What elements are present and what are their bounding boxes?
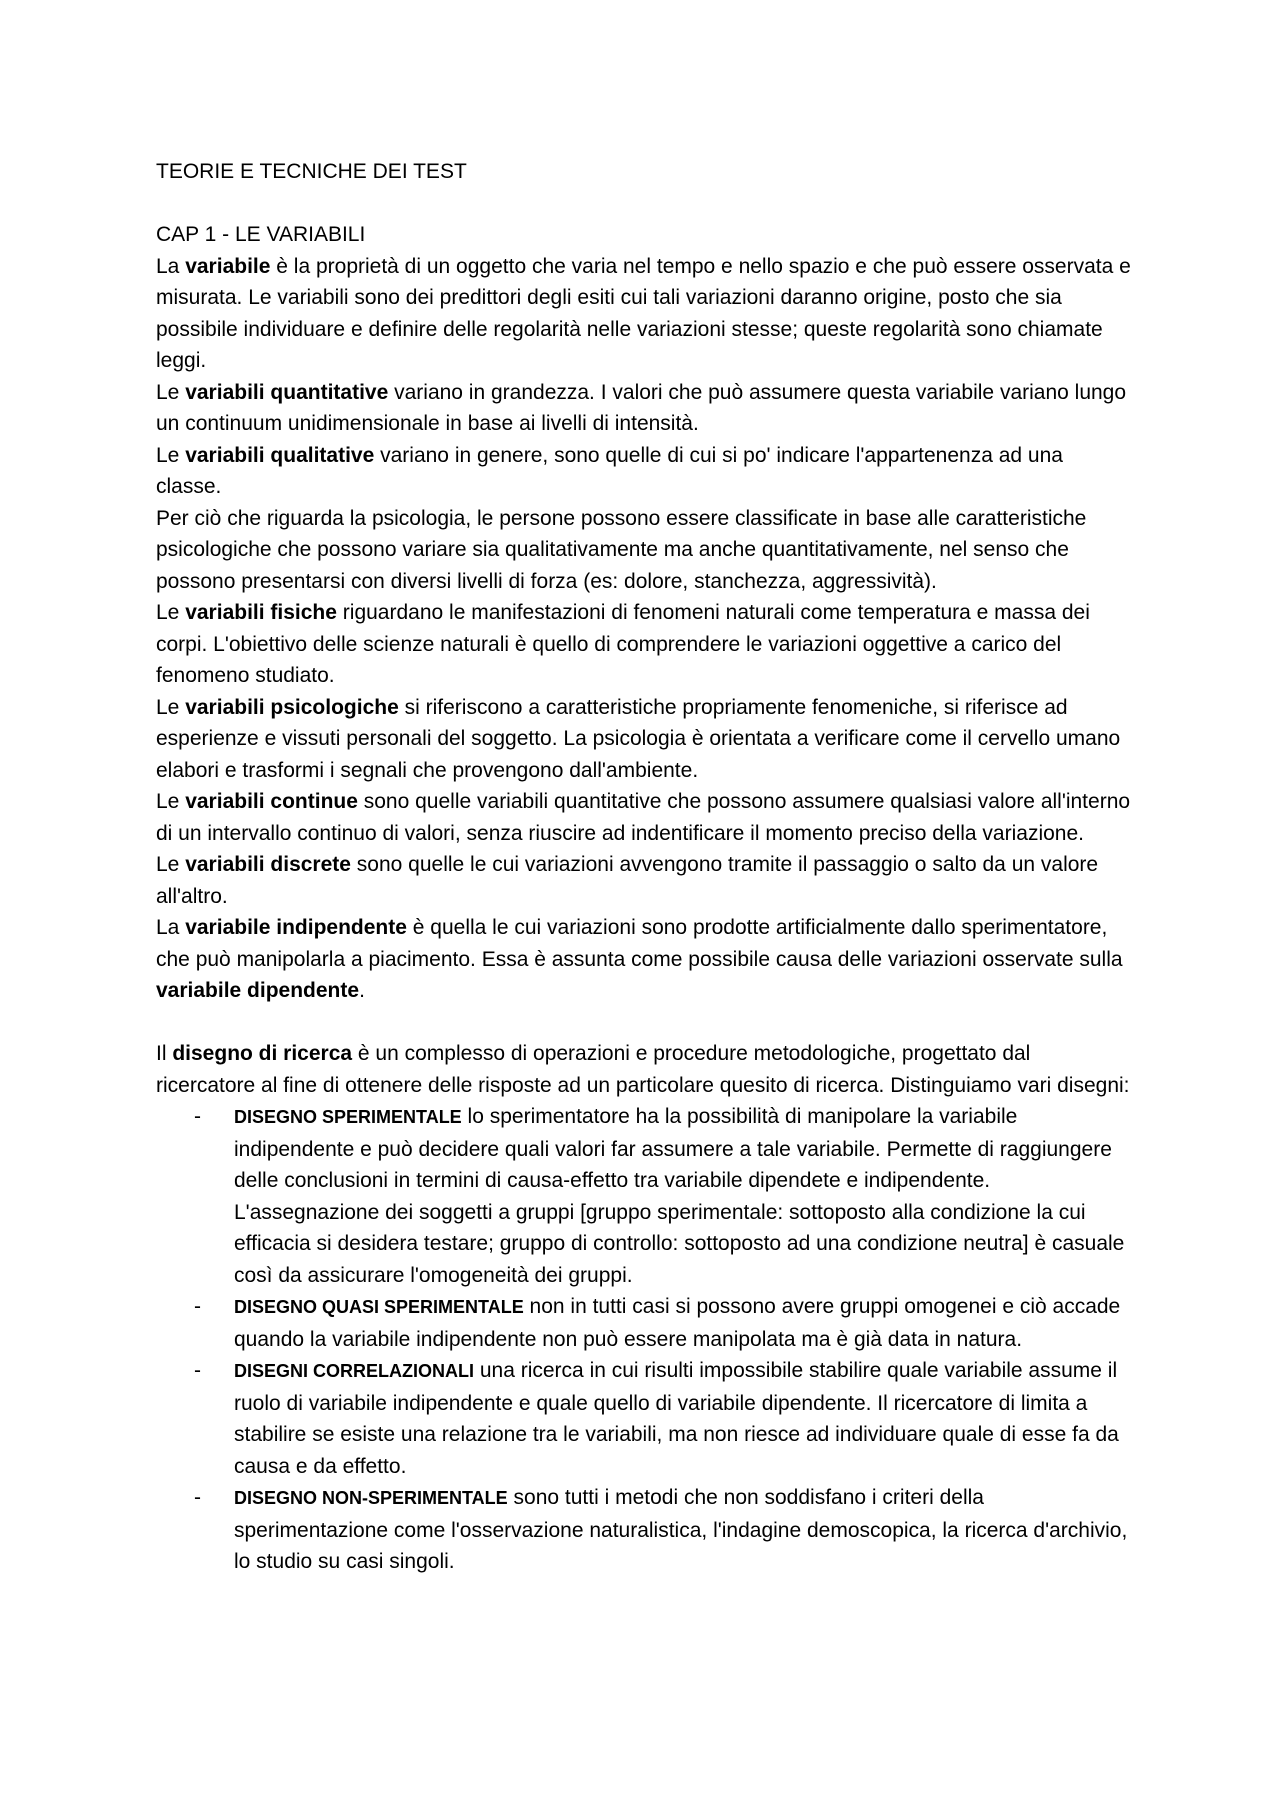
paragraph-independent: La variabile indipendente è quella le cui variazioni sono prodotte artificialmente dallo sperimentatore, che può manipolarla a piacimento. Essa è assunta come possibile causa delle variazioni osservate sulla variabile dipendente.: [156, 916, 1123, 1002]
term-variable: variabile: [185, 254, 271, 278]
list-bullet: -: [194, 1105, 201, 1128]
design-name: DISEGNO SPERIMENTALE: [234, 1107, 462, 1127]
list-bullet: -: [194, 1359, 201, 1382]
list-item: [156, 1101, 1131, 1291]
term-qualitative: variabili qualitative: [185, 443, 375, 467]
paragraph-quantitative: Le variabili quantitative variano in grandezza. I valori che può assumere questa variabile variano lungo un continuum unidimensionale in base ai livelli di intensità.: [156, 380, 1127, 435]
term-quantitative: variabili quantitative: [185, 380, 389, 404]
spacer: [156, 188, 1131, 220]
design-description: non in tutti casi si possono avere gruppi omogenei e ciò accade quando la variabile indipendente non può essere manipolata ma è già data in natura.: [234, 1295, 1121, 1351]
design-name: DISEGNO QUASI SPERIMENTALE: [234, 1297, 524, 1317]
design-description: una ricerca in cui risulti impossibile stabilire quale variabile assume il ruolo di variabile indipendente e quale quello di variabile dipendente. Il ricercatore di limita a stabilire se esiste una relazione tra le variabili, ma non riesce ad individuare quale di esse fa da causa e da effetto.: [234, 1359, 1119, 1478]
list-bullet: -: [194, 1486, 201, 1509]
list-bullet: -: [194, 1295, 201, 1318]
chapter-title: CAP 1 - LE VARIABILI: [156, 223, 366, 246]
paragraph-psychological: Le variabili psicologiche si riferiscono a caratteristiche propriamente fenomeniche, si riferisce ad esperienze e vissuti personali del soggetto. La psicologia è orientata a verificare come il cervello umano elabori e trasformi i segnali che provengono dall'ambiente.: [156, 695, 1121, 782]
paragraph-continuous: Le variabili continue sono quelle variabili quantitative che possono assumere qualsiasi valore all'interno di un intervallo continuo di valori, senza riuscire ad indentificare il momento preciso della variazione.: [156, 790, 1131, 845]
paragraph-discrete: Le variabili discrete sono quelle le cui variazioni avvengono tramite il passaggio o salto da un valore all'altro.: [156, 853, 1099, 908]
term-discrete: variabili discrete: [185, 853, 351, 876]
paragraph-qualitative: Le variabili qualitative variano in genere, sono quelle di cui si po' indicare l'appartenenza ad una classe.: [156, 443, 1063, 498]
term-dependent: variabile dipendente: [156, 979, 360, 1002]
document-body: [156, 156, 1131, 1578]
paragraph-psychology: Per ciò che riguarda la psicologia, le persone possono essere classificate in base alle caratteristiche psicologiche che possono variare sia qualitativamente ma anche quantitativamente, nel senso che possono presentarsi con diversi livelli di forza (es: dolore, stanchezza, aggressività).: [156, 506, 1087, 593]
design-description: sono tutti i metodi che non soddisfano i criteri della sperimentazione come l'osservazione naturalistica, l'indagine demoscopica, la ricerca d'archivio, lo studio su casi singoli.: [234, 1486, 1128, 1573]
term-independent: variabile indipendente: [185, 916, 407, 939]
document-title: TEORIE E TECNICHE DEI TEST: [156, 160, 467, 183]
research-design-list: [156, 1101, 1131, 1578]
paragraph-variable: La variabile è la proprietà di un oggetto che varia nel tempo e nello spazio e che può essere osservata e misurata. Le variabili sono dei predittori degli esiti cui tali variazioni daranno origine, posto che sia possibile individuare e definire delle regolarità nelle variazioni stesse; queste regolarità sono chiamate leggi.: [156, 254, 1131, 372]
term-continuous: variabili continue: [185, 790, 358, 813]
design-name: DISEGNI CORRELAZIONALI: [234, 1361, 475, 1381]
design-name: DISEGNO NON-SPERIMENTALE: [234, 1488, 508, 1508]
term-psychological: variabili psicologiche: [185, 695, 399, 719]
term-physical: variabili fisiche: [185, 601, 337, 624]
paragraph-physical: Le variabili fisiche riguardano le manifestazioni di fenomeni naturali come temperatura e massa dei corpi. L'obiettivo delle scienze naturali è quello di comprendere le variazioni oggettive a carico del fenomeno studiato.: [156, 601, 1090, 687]
list-item: [156, 1482, 1131, 1578]
paragraph-research-design: Il disegno di ricerca è un complesso di operazioni e procedure metodologiche, progettato dal ricercatore al fine di ottenere delle risposte ad un particolare quesito di ricerca. Distinguiamo vari disegni:: [156, 1042, 1130, 1097]
list-item: [156, 1355, 1131, 1482]
design-description: lo sperimentatore ha la possibilità di manipolare la variabile indipendente e può decidere quali valori far assumere a tale variabile. Permette di raggiungere delle conclusioni in termini di causa-effetto tra variabile dipendete e indipendente. L'assegnazione dei soggetti a gruppi [gruppo sperimentale: sottoposto alla condizione la cui efficacia si desidera testare; gruppo di controllo: sottoposto ad una condizione neutra] è casuale così da assicurare l'omogeneità dei gruppi.: [234, 1105, 1125, 1287]
spacer: [156, 1007, 1131, 1039]
term-research-design: disegno di ricerca: [172, 1042, 353, 1065]
list-item: [156, 1291, 1131, 1355]
